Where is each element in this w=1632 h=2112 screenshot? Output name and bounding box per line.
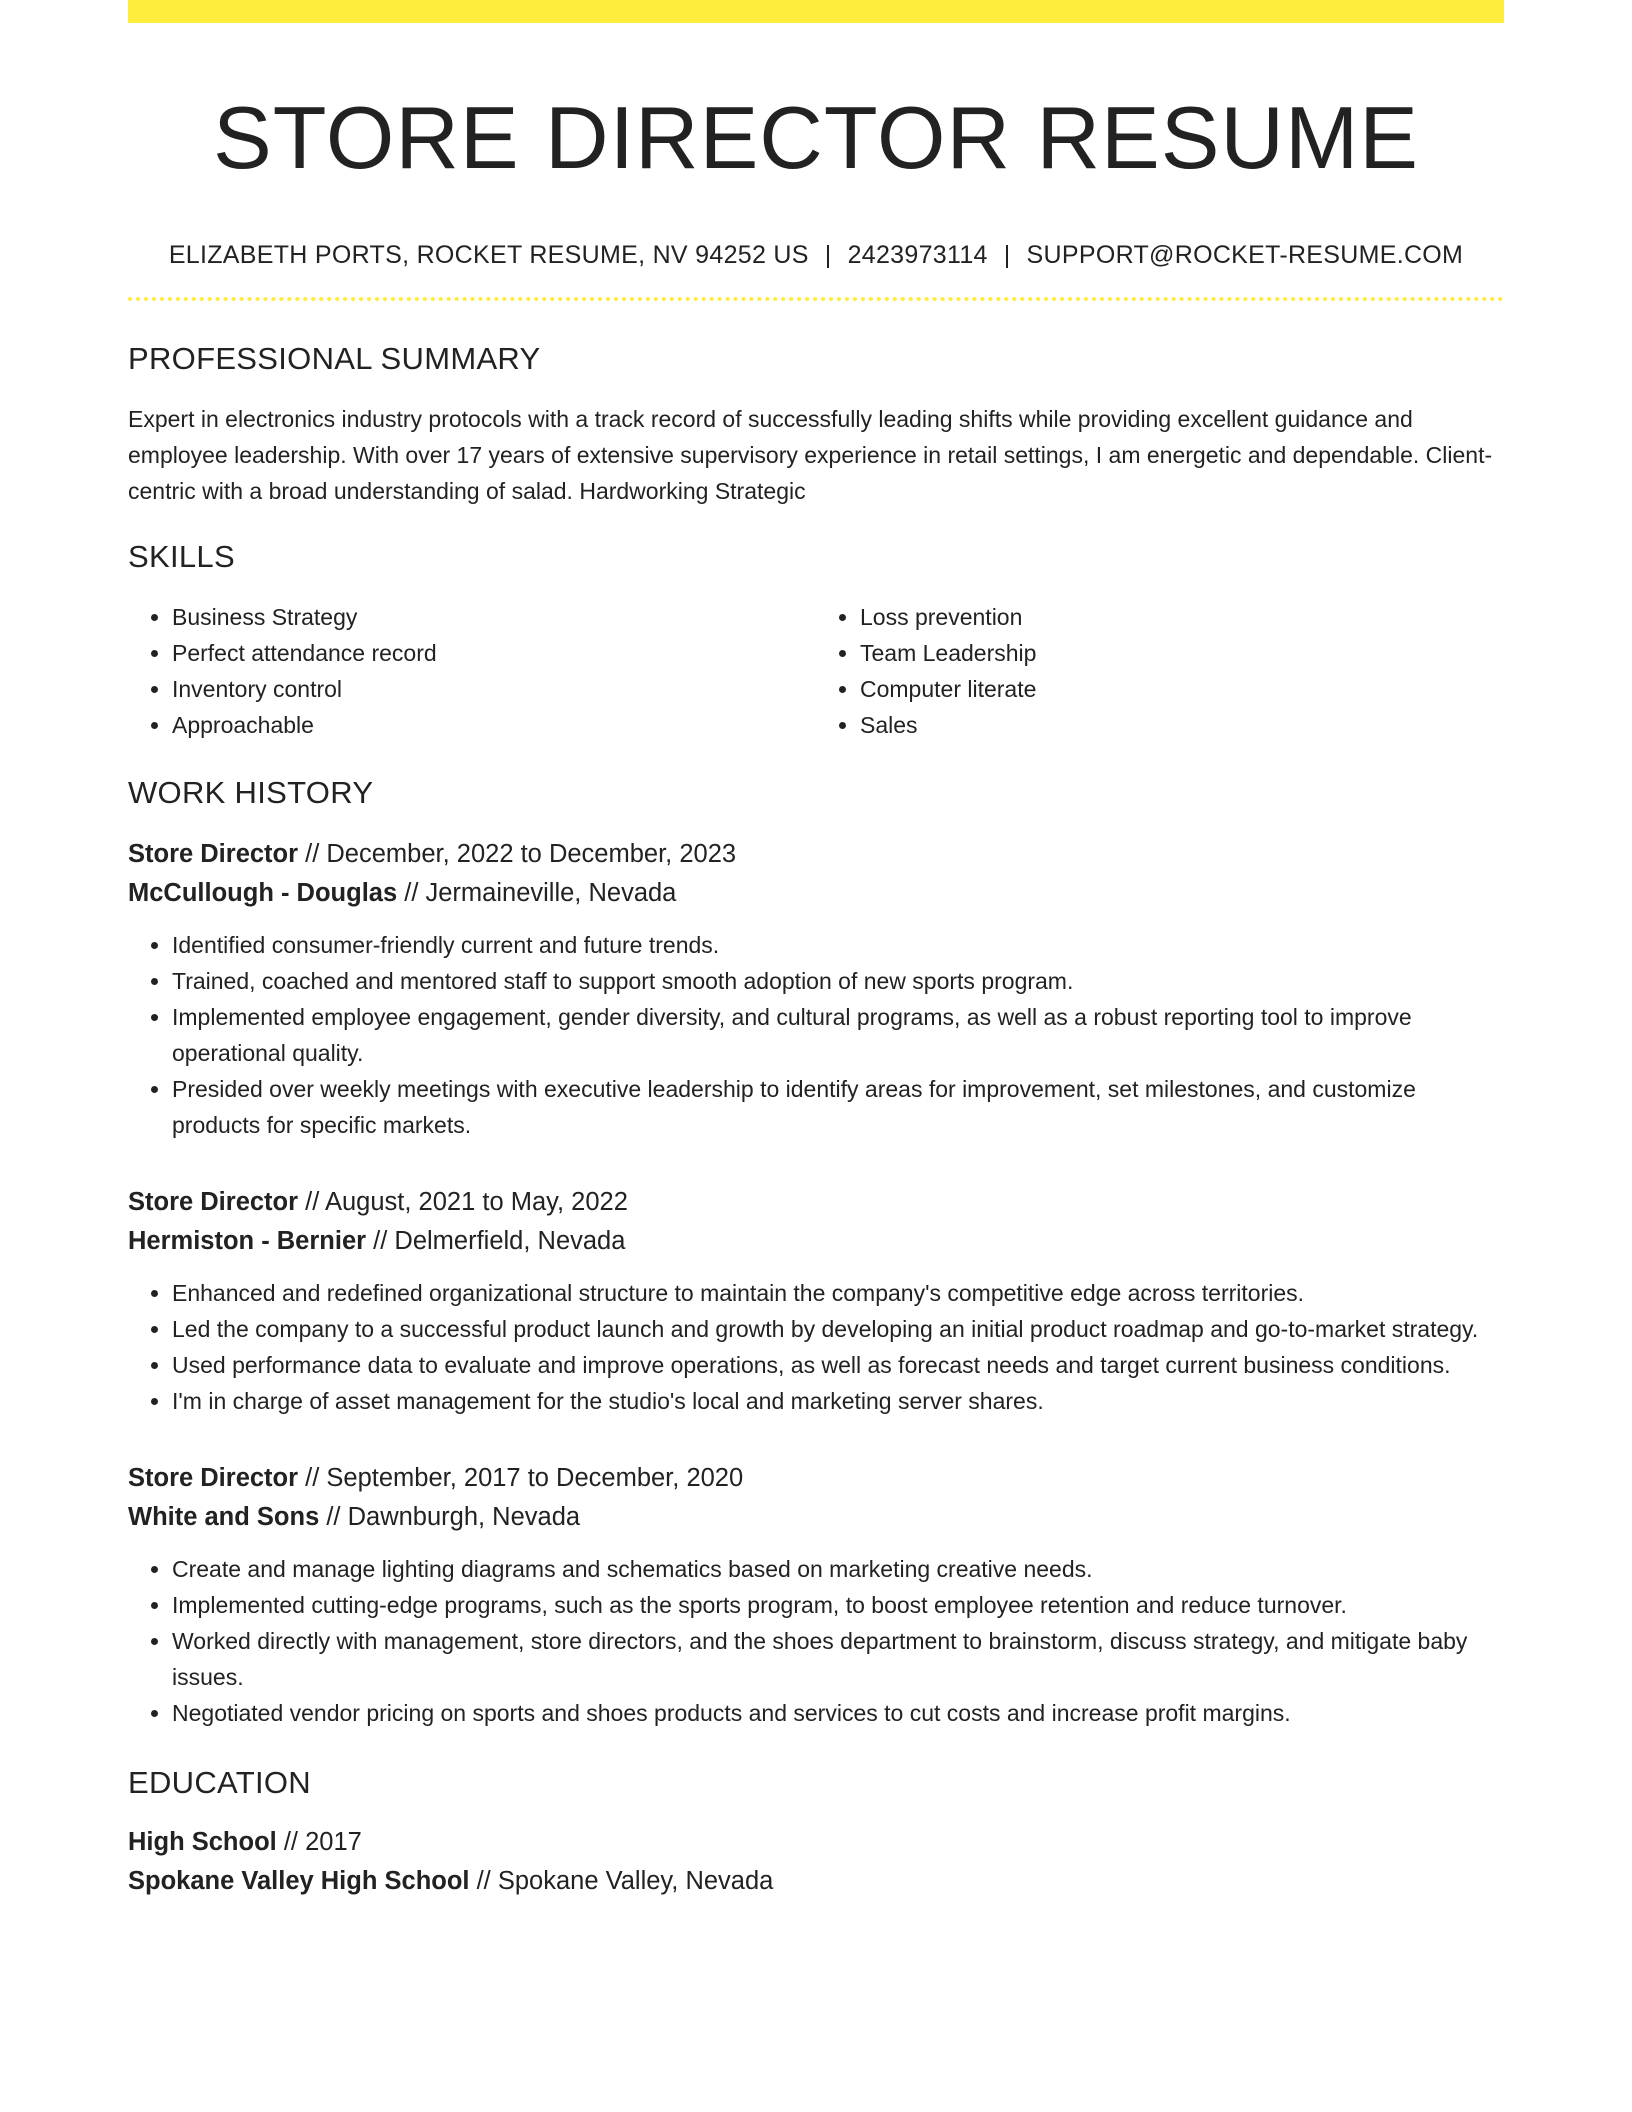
job-company: Hermiston - Bernier: [128, 1227, 367, 1255]
job-bullet: • Used performance data to evaluate and improve operations, as well as forecast needs and target current business conditions.: [172, 1347, 1504, 1383]
dotted-divider: [128, 297, 1504, 301]
job-entry: [128, 835, 1504, 1143]
education-degree-line: [128, 1823, 1504, 1862]
education-separator: //: [276, 1828, 306, 1856]
skill-item: • Approachable: [172, 707, 816, 743]
resume-title: STORE DIRECTOR RESUME: [213, 88, 1419, 187]
job-bullet: • Trained, coached and mentored staff to support smooth adoption of new sports program.: [172, 963, 1504, 999]
job-bullet: • Create and manage lighting diagrams and schematics based on marketing creative needs.: [172, 1551, 1504, 1587]
job-bullet: • Enhanced and redefined organizational structure to maintain the company's competitive edge across territories.: [172, 1275, 1504, 1311]
work-history-heading: WORK HISTORY: [128, 775, 374, 810]
skill-item: • Perfect attendance record: [172, 635, 816, 671]
job-bullet: • Implemented cutting-edge programs, such as the sports program, to boost employee retention and reduce turnover.: [172, 1587, 1504, 1623]
resume-content: [128, 0, 1504, 1901]
job-location: Dawnburgh, Nevada: [347, 1503, 581, 1531]
contact-email: SUPPORT@ROCKET-RESUME.COM: [1026, 241, 1464, 269]
job-bullets: [128, 927, 1504, 1143]
education-entry: [128, 1823, 1504, 1901]
skills-column-left: [128, 599, 816, 743]
contact-line: [128, 239, 1504, 271]
job-company-line: [128, 1222, 1504, 1261]
education-separator: //: [469, 1867, 498, 1895]
skill-item: • Inventory control: [172, 671, 816, 707]
job-title: Store Director: [128, 840, 299, 868]
summary-text: Expert in electronics industry protocols with a track record of successfully leading shifts while providing excellent guidance and employee leadership. With over 17 years of extensive supervisory experience in retail settings, I am energetic and dependable. Client-centric with a broad understanding of salad. Hardworking Strategic: [128, 406, 1493, 504]
job-bullets: [128, 1551, 1504, 1731]
job-company-line: [128, 874, 1504, 913]
job-title-line: [128, 1183, 1504, 1222]
job-dates: September, 2017 to December, 2020: [326, 1464, 744, 1492]
contact-separator: |: [824, 241, 832, 269]
job-bullet: • Implemented employee engagement, gender diversity, and cultural programs, as well as a robust reporting tool to improve operational quality.: [172, 999, 1504, 1071]
job-title-line: [128, 835, 1504, 874]
contact-separator: |: [1003, 241, 1011, 269]
job-separator: //: [397, 879, 426, 907]
job-separator: //: [319, 1503, 348, 1531]
job-title: Store Director: [128, 1188, 299, 1216]
accent-bar: [128, 0, 1504, 23]
job-location: Delmerfield, Nevada: [394, 1227, 626, 1255]
job-title-line: [128, 1459, 1504, 1498]
job-bullet: • Led the company to a successful product launch and growth by developing an initial product roadmap and go-to-market strategy.: [172, 1311, 1504, 1347]
job-title: Store Director: [128, 1464, 299, 1492]
job-company-line: [128, 1498, 1504, 1537]
skill-item: • Sales: [860, 707, 1504, 743]
job-dates: August, 2021 to May, 2022: [324, 1188, 628, 1216]
job-bullet: • Negotiated vendor pricing on sports and shoes products and services to cut costs and increase profit margins.: [172, 1695, 1504, 1731]
skills-heading: SKILLS: [128, 539, 235, 574]
job-bullet: • Worked directly with management, store directors, and the shoes department to brainstorm, discuss strategy, and mitigate baby issues.: [172, 1623, 1504, 1695]
job-separator: //: [298, 1188, 325, 1216]
skill-item: • Loss prevention: [860, 599, 1504, 635]
education-year: 2017: [305, 1828, 362, 1856]
job-entry: [128, 1183, 1504, 1419]
skills-column-right: [816, 599, 1504, 743]
job-separator: //: [298, 1464, 327, 1492]
summary-heading: PROFESSIONAL SUMMARY: [128, 341, 541, 376]
skills-list: [128, 599, 1504, 743]
job-entry: [128, 1459, 1504, 1731]
job-location: Jermaineville, Nevada: [425, 879, 677, 907]
education-location: Spokane Valley, Nevada: [497, 1867, 774, 1895]
job-separator: //: [366, 1227, 395, 1255]
education-school-line: [128, 1862, 1504, 1901]
job-separator: //: [298, 840, 327, 868]
job-bullets: [128, 1275, 1504, 1419]
contact-address: ELIZABETH PORTS, ROCKET RESUME, NV 94252 US: [168, 241, 809, 269]
education-degree: High School: [128, 1828, 277, 1856]
job-bullet: • Presided over weekly meetings with executive leadership to identify areas for improvement, set milestones, and customize products for specific markets.: [172, 1071, 1504, 1143]
job-company: McCullough - Douglas: [128, 879, 398, 907]
contact-phone: 2423973114: [847, 241, 988, 269]
skill-item: • Team Leadership: [860, 635, 1504, 671]
job-bullet: • I'm in charge of asset management for the studio's local and marketing server shares.: [172, 1383, 1504, 1419]
education-school: Spokane Valley High School: [128, 1867, 470, 1895]
job-bullet: • Identified consumer-friendly current and future trends.: [172, 927, 1504, 963]
job-company: White and Sons: [128, 1503, 320, 1531]
education-heading: EDUCATION: [128, 1765, 311, 1800]
skill-item: • Computer literate: [860, 671, 1504, 707]
job-dates: December, 2022 to December, 2023: [326, 840, 737, 868]
skill-item: • Business Strategy: [172, 599, 816, 635]
